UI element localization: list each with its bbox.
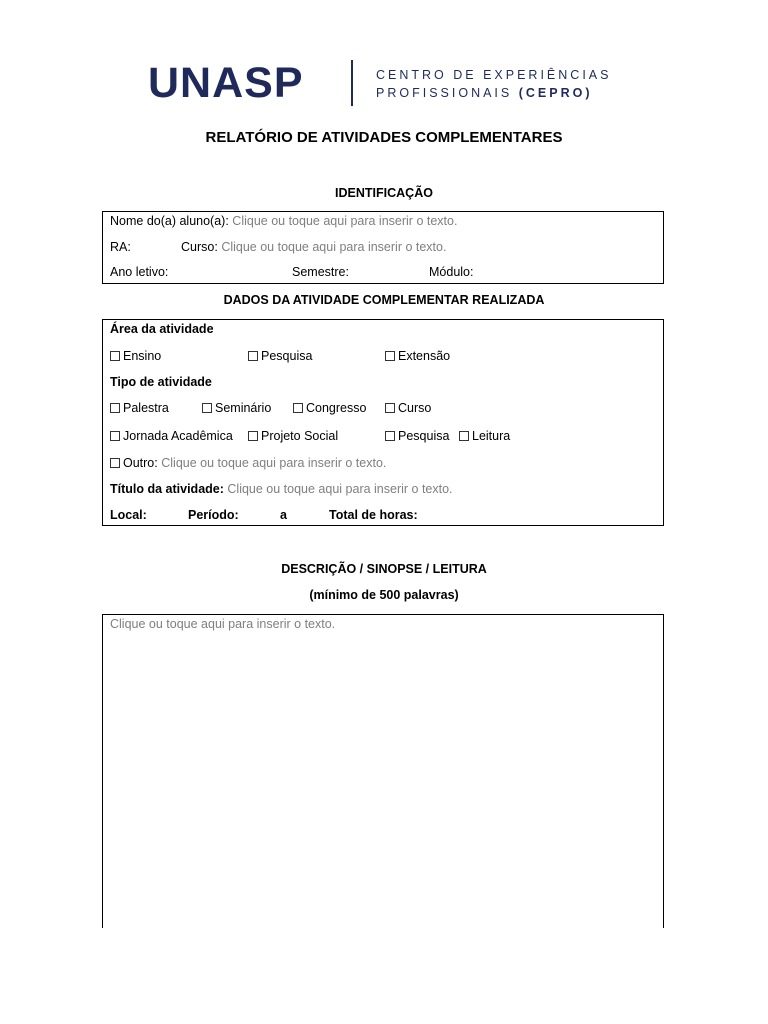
- curso-row: [181, 240, 446, 254]
- tipo-leitura-label: Leitura: [472, 429, 511, 443]
- curso-label: Curso:: [181, 240, 218, 254]
- unasp-logo: [148, 58, 304, 108]
- total-horas-label: Total de horas:: [329, 508, 418, 522]
- modulo-label: Módulo:: [429, 265, 474, 279]
- checkbox-icon[interactable]: [248, 431, 258, 441]
- tipo-pesquisa[interactable]: [385, 429, 449, 443]
- area-label: Área da atividade: [110, 322, 214, 336]
- area-pesquisa-label: Pesquisa: [261, 349, 313, 363]
- descricao-box[interactable]: [102, 614, 664, 954]
- checkbox-icon[interactable]: [202, 403, 212, 413]
- semestre-label: Semestre:: [292, 265, 349, 279]
- logo-subtitle-prefix: PROFISSIONAIS: [376, 86, 513, 100]
- descricao-subtitle: (mínimo de 500 palavras): [309, 588, 459, 602]
- tipo-curso[interactable]: [385, 401, 431, 415]
- tipo-palestra[interactable]: [110, 401, 169, 415]
- identificacao-title: IDENTIFICAÇÃO: [335, 186, 433, 200]
- outro-row[interactable]: [110, 456, 386, 470]
- nome-label: Nome do(a) aluno(a):: [110, 214, 229, 228]
- logo-subtitle-line1: CENTRO DE EXPERIÊNCIAS: [376, 68, 612, 82]
- checkbox-icon[interactable]: [385, 403, 395, 413]
- outro-field[interactable]: Clique ou toque aqui para inserir o texto.: [161, 456, 387, 470]
- logo-subtitle-line2: [376, 84, 611, 102]
- checkbox-icon[interactable]: [110, 458, 120, 468]
- checkbox-icon[interactable]: [110, 351, 120, 361]
- checkbox-icon[interactable]: [385, 351, 395, 361]
- tipo-projeto-social-label: Projeto Social: [261, 429, 339, 443]
- tipo-congresso-label: Congresso: [306, 401, 367, 415]
- area-ensino[interactable]: [110, 349, 161, 363]
- area-extensao-label: Extensão: [398, 349, 451, 363]
- checkbox-icon[interactable]: [385, 431, 395, 441]
- tipo-seminario[interactable]: [202, 401, 271, 415]
- area-pesquisa[interactable]: [248, 349, 312, 363]
- dados-title: DADOS DA ATIVIDADE COMPLEMENTAR REALIZADA: [223, 293, 545, 307]
- dados-box: [102, 319, 664, 526]
- tipo-seminario-label: Seminário: [215, 401, 272, 415]
- nome-row: [110, 214, 457, 228]
- ra-label: RA:: [110, 240, 131, 254]
- checkbox-icon[interactable]: [459, 431, 469, 441]
- ano-label: Ano letivo:: [110, 265, 169, 279]
- checkbox-icon[interactable]: [248, 351, 258, 361]
- tipo-jornada-label: Jornada Acadêmica: [123, 429, 233, 443]
- periodo-label: Período:: [188, 508, 239, 522]
- checkbox-icon[interactable]: [110, 431, 120, 441]
- checkbox-icon[interactable]: [293, 403, 303, 413]
- tipo-pesquisa-label: Pesquisa: [398, 429, 450, 443]
- logo-subtitle-cepro: (CEPRO): [518, 86, 593, 100]
- nome-field[interactable]: Clique ou toque aqui para inserir o texto.: [232, 214, 458, 228]
- area-ensino-label: Ensino: [123, 349, 162, 363]
- descricao-title: DESCRIÇÃO / SINOPSE / LEITURA: [281, 562, 487, 576]
- tipo-congresso[interactable]: [293, 401, 366, 415]
- titulo-field[interactable]: Clique ou toque aqui para inserir o texto.: [227, 482, 453, 496]
- outro-label: Outro:: [123, 456, 158, 470]
- tipo-jornada[interactable]: [110, 429, 233, 443]
- local-label: Local:: [110, 508, 147, 522]
- tipo-leitura[interactable]: [459, 429, 510, 443]
- area-extensao[interactable]: [385, 349, 450, 363]
- titulo-label: Título da atividade:: [110, 482, 224, 496]
- page-bottom-margin: [0, 928, 768, 1024]
- titulo-row: [110, 482, 453, 496]
- descricao-field[interactable]: Clique ou toque aqui para inserir o texto.: [110, 617, 336, 631]
- tipo-label: Tipo de atividade: [110, 375, 212, 389]
- tipo-projeto-social[interactable]: [248, 429, 338, 443]
- identificacao-box: [102, 211, 664, 284]
- logo-subtitle: [376, 66, 611, 102]
- logo-divider: [351, 60, 353, 106]
- tipo-curso-label: Curso: [398, 401, 432, 415]
- document-title: RELATÓRIO DE ATIVIDADES COMPLEMENTARES: [205, 129, 563, 146]
- curso-field[interactable]: Clique ou toque aqui para inserir o texto.: [221, 240, 447, 254]
- checkbox-icon[interactable]: [110, 403, 120, 413]
- periodo-separator: a: [280, 508, 287, 522]
- logo-text: UNASP: [148, 58, 304, 107]
- tipo-palestra-label: Palestra: [123, 401, 169, 415]
